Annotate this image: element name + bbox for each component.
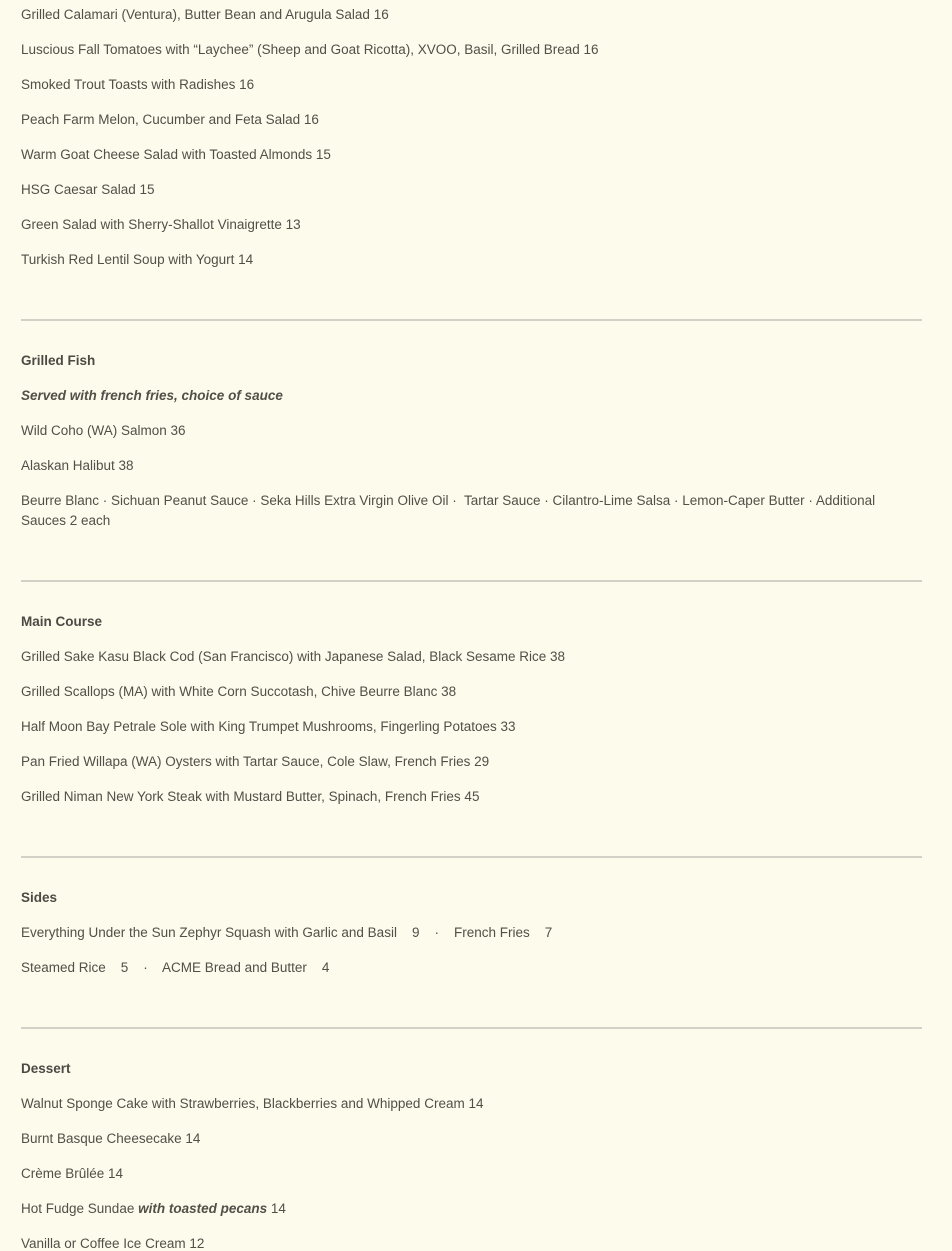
menu-item: Turkish Red Lentil Soup with Yogurt 14 <box>21 252 254 267</box>
section-divider <box>21 580 922 582</box>
menu-item: Burnt Basque Cheesecake 14 <box>21 1131 201 1146</box>
menu-item: Steamed Rice 5 · ACME Bread and Butter 4 <box>21 960 330 975</box>
menu-section-sides <box>21 888 922 978</box>
menu-item: Pan Fried Willapa (WA) Oysters with Tartar Sauce, Cole Slaw, French Fries 29 <box>21 754 490 769</box>
section-divider <box>21 856 922 858</box>
menu-item: Grilled Sake Kasu Black Cod (San Francisco) with Japanese Salad, Black Sesame Rice 38 <box>21 649 566 664</box>
menu-section-starters <box>21 5 922 270</box>
section-heading: Grilled Fish <box>21 353 96 368</box>
menu-item: Smoked Trout Toasts with Radishes 16 <box>21 77 255 92</box>
menu-item-text: Hot Fudge Sundae <box>21 1201 139 1216</box>
menu-section-main-course <box>21 612 922 807</box>
section-note: Served with french fries, choice of sauce <box>21 388 283 403</box>
menu-item: Everything Under the Sun Zephyr Squash with Garlic and Basil 9 · French Fries 7 <box>21 925 553 940</box>
menu-item: Luscious Fall Tomatoes with “Laychee” (Sheep and Goat Ricotta), XVOO, Basil, Grilled Bread 16 <box>21 42 599 57</box>
section-divider <box>21 1027 922 1029</box>
menu-item: Warm Goat Cheese Salad with Toasted Almonds 15 <box>21 147 331 162</box>
menu-item: HSG Caesar Salad 15 <box>21 182 155 197</box>
menu-item: Alaskan Halibut 38 <box>21 458 134 473</box>
menu-item: Crème Brûlée 14 <box>21 1166 124 1181</box>
menu-section-dessert <box>21 1059 922 1251</box>
menu-item: Grilled Calamari (Ventura), Butter Bean and Arugula Salad 16 <box>21 7 389 22</box>
menu-item-price: 14 <box>267 1201 286 1216</box>
menu-item: Half Moon Bay Petrale Sole with King Trumpet Mushrooms, Fingerling Potatoes 33 <box>21 719 516 734</box>
menu-item: Grilled Niman New York Steak with Mustard Butter, Spinach, French Fries 45 <box>21 789 480 804</box>
menu-item-emphasis: with toasted pecans <box>138 1201 268 1216</box>
menu-item: Green Salad with Sherry-Shallot Vinaigrette 13 <box>21 217 301 232</box>
menu-item: Beurre Blanc · Sichuan Peanut Sauce · Seka Hills Extra Virgin Olive Oil · Tartar Sauce · Cilantro-Lime Salsa · Lemon-Caper Butter · Additional Sauces 2 each <box>21 493 879 528</box>
section-heading: Dessert <box>21 1061 71 1076</box>
menu-section-grilled-fish <box>21 351 922 531</box>
menu-item: Walnut Sponge Cake with Strawberries, Blackberries and Whipped Cream 14 <box>21 1096 484 1111</box>
section-heading: Main Course <box>21 614 103 629</box>
menu-item: Grilled Scallops (MA) with White Corn Succotash, Chive Beurre Blanc 38 <box>21 684 457 699</box>
menu-item: Wild Coho (WA) Salmon 36 <box>21 423 186 438</box>
section-divider <box>21 319 922 321</box>
menu-item: Vanilla or Coffee Ice Cream 12 <box>21 1236 205 1251</box>
menu-item: Peach Farm Melon, Cucumber and Feta Salad 16 <box>21 112 319 127</box>
menu-item-hot-fudge-sundae <box>21 1199 922 1219</box>
section-heading: Sides <box>21 890 58 905</box>
